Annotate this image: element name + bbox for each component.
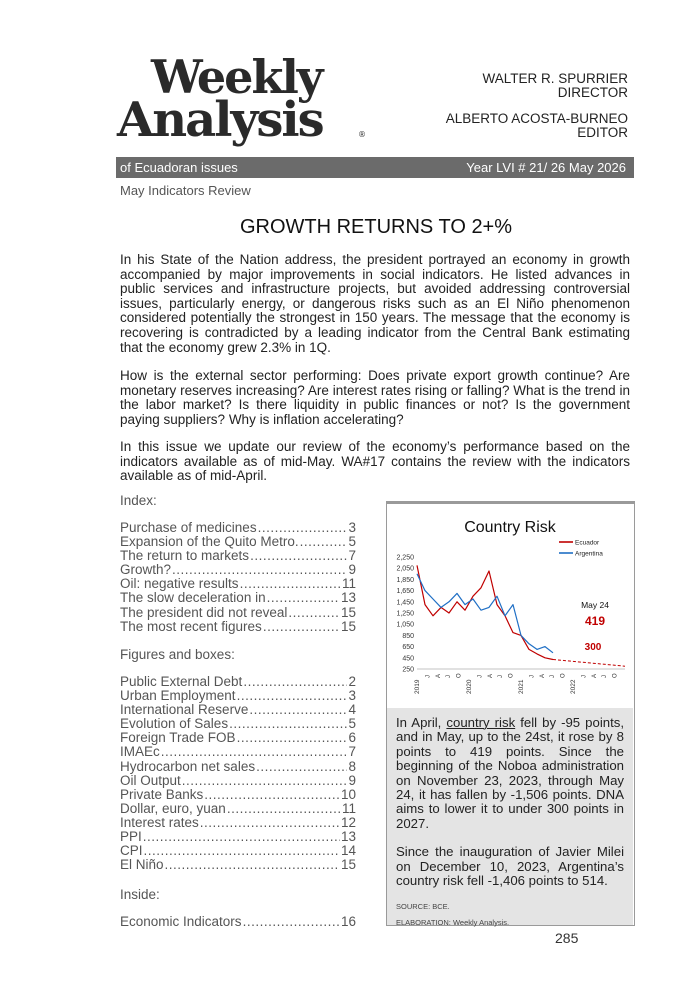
box-commentary (387, 708, 633, 928)
toc-entry-title: Growth? (120, 563, 172, 578)
x-month-label: J (425, 675, 432, 678)
toc-entry-page: 15 (340, 858, 356, 873)
x-month-label: J (446, 675, 453, 678)
toc-entry-page: 15 (340, 619, 356, 634)
publication-subtitle: of Ecuadoran issues (120, 160, 238, 175)
y-tick-label: 650 (402, 644, 414, 652)
y-tick-label: 1,050 (396, 621, 414, 629)
toc-entry-page: 9 (348, 563, 356, 578)
toc-leader-dots (200, 816, 340, 830)
weekly-analysis-logo (117, 50, 367, 148)
toc-entry[interactable] (120, 816, 356, 830)
staff-credits (446, 72, 628, 140)
toc-entry[interactable] (120, 717, 356, 731)
toc-entry[interactable] (120, 830, 356, 844)
toc-entry-page: 9 (348, 773, 356, 788)
x-month-label: A (487, 673, 494, 678)
toc-leader-dots (300, 535, 348, 549)
toc-leader-dots (229, 717, 347, 731)
y-tick-label: 1,250 (396, 610, 414, 618)
director-title: DIRECTOR (557, 85, 628, 100)
toc-leader-dots (258, 521, 348, 535)
toc-entry-page: 8 (348, 759, 356, 774)
chart-area (387, 504, 633, 708)
toc-leader-dots (263, 620, 340, 634)
series-line-argentina (417, 574, 553, 653)
toc-entry[interactable] (120, 745, 356, 759)
toc-leader-dots (243, 915, 340, 929)
toc-leader-dots (237, 689, 348, 703)
toc-entry-title: Oil: negative results (120, 577, 239, 592)
toc-leader-dots (243, 675, 347, 689)
toc-entry-page: 6 (348, 731, 356, 746)
y-tick-label: 1,450 (396, 599, 414, 607)
x-month-label: J (529, 675, 536, 678)
toc-entry-title: Oil Output (120, 773, 181, 788)
toc-entry-title: Economic Indicators (120, 915, 242, 929)
intro-paragraph-3: In this issue we update our review of the economy’s performance based on the indicators available as of mid-May. WA#17 contains the review with the indicators available as of mid-April. (120, 439, 630, 484)
country-risk-chart (387, 504, 633, 708)
toc-entry-page: 10 (340, 787, 356, 802)
x-month-label: J (477, 675, 484, 678)
toc-entry-title: El Niño (120, 858, 164, 873)
toc-leader-dots (240, 577, 341, 591)
page-number: 285 (555, 930, 579, 946)
y-tick-label: 850 (402, 632, 414, 640)
toc-entry-title: PPI (120, 830, 142, 845)
toc-entry-title: Purchase of medicines (120, 521, 257, 535)
toc-entry-page: 2 (348, 675, 356, 689)
toc-entry[interactable] (120, 703, 356, 717)
headline: GROWTH RETURNS TO 2+% (239, 216, 513, 238)
registered-mark: ® (358, 130, 366, 139)
figures-heading: Figures and boxes: (120, 647, 235, 662)
y-tick-label: 1,650 (396, 588, 414, 596)
toc-entry-page: 5 (348, 535, 356, 550)
toc-leader-dots (267, 591, 340, 605)
annotation-target-value: 300 (584, 642, 602, 653)
intro-paragraph-2: How is the external sector performing: Does private export growth continue? Are monetary reserves increasing? Are interest rates rising or falling? What is the trend in the labor market? Is there liquidity in public finances or not? Is the government paying suppliers? Why is inflation accelerating? (120, 368, 630, 427)
toc-entry-page: 3 (348, 689, 356, 704)
toc-entry[interactable] (120, 689, 356, 703)
toc-leader-dots (143, 830, 340, 844)
x-month-label: J (550, 675, 557, 678)
x-year-label: 2020 (466, 679, 473, 694)
x-month-label: O (560, 673, 567, 678)
logo-word-weekly: Weekly (151, 50, 322, 104)
toc-entry-page: 11 (341, 801, 356, 816)
toc-entry[interactable] (120, 563, 356, 577)
director-name: WALTER R. SPURRIER (482, 71, 628, 86)
editor-name: ALBERTO ACOSTA-BURNEO (445, 111, 628, 126)
toc-entry[interactable] (120, 521, 356, 535)
x-month-label: A (435, 673, 442, 678)
figures-list (120, 675, 356, 872)
x-year-label: 2021 (518, 679, 525, 694)
x-month-label: O (456, 673, 463, 678)
x-month-label: J (581, 675, 588, 678)
y-tick-label: 2,050 (396, 565, 414, 573)
toc-entry-title: Evolution of Sales (120, 717, 229, 732)
inside-list (120, 915, 356, 929)
toc-leader-dots (161, 745, 348, 759)
chart-title: Country Risk (464, 519, 556, 536)
toc-entry-title: The return to markets (120, 549, 250, 564)
legend-label: Argentina (575, 550, 603, 558)
index-list (120, 521, 356, 634)
box-paragraph-2: Since the inauguration of Javier Milei on December 10, 2023, Argentina’s country risk fell -1,406 points to 514. (396, 844, 624, 889)
toc-entry-title: CPI (120, 844, 143, 859)
x-month-label: J (498, 675, 505, 678)
toc-leader-dots (227, 802, 341, 816)
toc-entry[interactable] (120, 675, 356, 689)
toc-entry[interactable] (120, 731, 356, 745)
toc-entry[interactable] (120, 549, 356, 563)
country-risk-box (386, 501, 635, 926)
x-month-label: O (508, 673, 515, 678)
toc-entry-page: 4 (348, 703, 356, 718)
toc-entry-page: 3 (348, 521, 356, 535)
intro-paragraph-1: In his State of the Nation address, the president portrayed an economy in growth accompanied by major improvements in social indicators. He listed advances in public services and infrastructure projects, but avoided addressing controversial issues, particularly energy, or dangerous risks such as an El Niño phenomenon considered potentially the strongest in 150 years. The message that the economy is recovering is contradicted by a leading indicator from the Central Bank estimating that the economy grew 2.3% in 1Q. (120, 252, 630, 355)
toc-entry-title: The slow deceleration in (120, 591, 266, 606)
toc-entry-page: 13 (340, 830, 356, 845)
toc-entry-page: 15 (340, 605, 356, 620)
index-heading: Index: (120, 493, 157, 508)
y-tick-label: 1,850 (396, 576, 414, 584)
toc-entry-title: The president did not reveal (120, 605, 288, 620)
toc-entry-page: 12 (340, 815, 356, 830)
series-line-ecuador (417, 565, 553, 659)
toc-leader-dots (172, 563, 347, 577)
toc-leader-dots (204, 788, 340, 802)
toc-entry-page: 16 (340, 915, 356, 929)
x-month-label: A (539, 673, 546, 678)
toc-entry-title: Hydrocarbon net sales (120, 759, 256, 774)
toc-entry[interactable] (120, 535, 356, 549)
issue-info: Year LVI # 21/ 26 May 2026 (466, 160, 626, 175)
legend-label: Ecuador (575, 539, 600, 547)
toc-leader-dots (288, 606, 340, 620)
toc-entry[interactable] (120, 591, 356, 605)
toc-entry-title: International Reserve (120, 703, 249, 718)
toc-entry-title: IMAEc (120, 745, 160, 760)
logo-word-analysis: Analysis (117, 92, 323, 148)
toc-leader-dots (256, 760, 347, 774)
toc-entry-title: The most recent figures (120, 619, 262, 634)
toc-entry-title: Dollar, euro, yuan (120, 801, 226, 816)
toc-entry-page: 7 (348, 745, 356, 760)
annotation-current-value: 419 (584, 614, 606, 628)
x-month-label: J (602, 675, 609, 678)
toc-entry[interactable] (120, 858, 356, 872)
toc-entry-title: Private Banks (120, 787, 204, 802)
toc-entry[interactable] (120, 788, 356, 802)
toc-entry-page: 11 (341, 577, 356, 592)
annotation-date: May 24 (581, 600, 609, 610)
toc-entry-page: 13 (340, 591, 356, 606)
country-risk-link[interactable]: country risk (446, 715, 516, 730)
toc-entry-page: 7 (348, 549, 356, 564)
toc-entry-page: 5 (348, 717, 356, 732)
x-month-label: O (612, 673, 619, 678)
issue-band (116, 157, 634, 178)
y-tick-label: 250 (402, 666, 414, 674)
series-line-target (553, 660, 625, 667)
toc-leader-dots (182, 774, 348, 788)
inside-heading: Inside: (120, 887, 160, 902)
toc-leader-dots (144, 844, 340, 858)
toc-entry[interactable] (120, 774, 356, 788)
toc-entry-title: Interest rates (120, 815, 199, 830)
toc-entry-title: Urban Employment (120, 689, 236, 704)
toc-entry[interactable] (120, 606, 356, 620)
toc-entry-title: Expansion of the Quito Metro. (120, 535, 299, 550)
toc-entry[interactable] (120, 802, 356, 816)
toc-entry-title: Foreign Trade FOB (120, 731, 236, 746)
x-month-label: A (591, 673, 598, 678)
y-tick-label: 2,250 (396, 554, 414, 562)
box-paragraph-1: In April, country risk fell by -95 points, and in May, up to the 24st, it rose by 8 points to 419 points. Since the beginning of the Noboa administration on November 23, 2023, through May 24, it has fallen by -1,506 points. DNA aims to lower it to under 300 points in 2027. (396, 715, 625, 831)
toc-leader-dots (250, 549, 347, 563)
x-year-label: 2022 (570, 679, 577, 694)
section-label: May Indicators Review (120, 183, 251, 198)
toc-entry-title: Public External Debt (120, 675, 243, 689)
x-year-label: 2019 (414, 679, 421, 694)
toc-leader-dots (249, 703, 347, 717)
toc-entry[interactable] (120, 915, 356, 929)
toc-leader-dots (165, 858, 340, 872)
editor-title: EDITOR (577, 125, 628, 140)
toc-entry-page: 14 (340, 844, 356, 859)
toc-entry[interactable] (120, 620, 356, 634)
toc-leader-dots (237, 731, 348, 745)
toc-entry[interactable] (120, 577, 356, 591)
toc-entry[interactable] (120, 760, 356, 774)
toc-entry[interactable] (120, 844, 356, 858)
box-source: SOURCE: BCE. (396, 902, 450, 912)
box-elaboration: ELABORATION: Weekly Analysis. (396, 918, 510, 928)
y-tick-label: 450 (402, 655, 414, 663)
